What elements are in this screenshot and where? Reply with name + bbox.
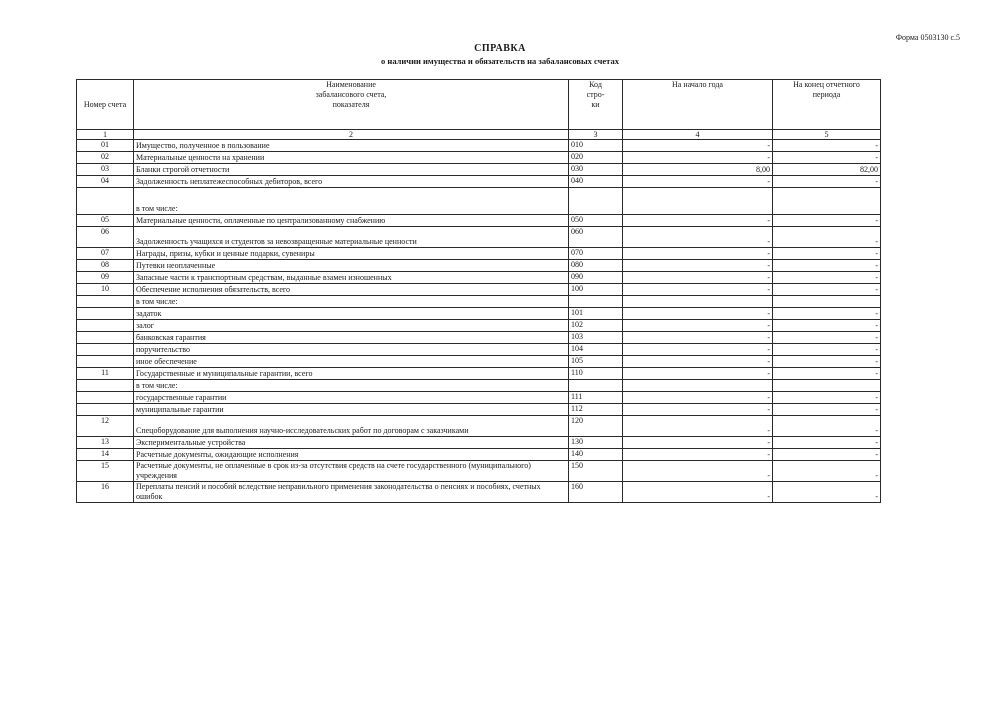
table-row <box>77 461 881 482</box>
row-end-value: - <box>773 416 881 437</box>
row-start-value: - <box>623 392 773 404</box>
row-line-code <box>569 296 623 308</box>
table-row <box>77 344 881 356</box>
row-line-code: 140 <box>569 449 623 461</box>
header-account-name: Наименование забалансового счета, показателя <box>134 80 569 130</box>
row-account-name: Государственные и муниципальные гарантии, всего <box>134 368 569 380</box>
table-row <box>77 215 881 227</box>
row-start-value: - <box>623 404 773 416</box>
table-row <box>77 296 881 308</box>
row-account-name: Задолженность учащихся и студентов за невозвращенные материальные ценности <box>134 227 569 248</box>
row-start-value: - <box>623 461 773 482</box>
row-end-value: - <box>773 320 881 332</box>
row-line-code: 080 <box>569 260 623 272</box>
table-row <box>77 332 881 344</box>
row-line-code <box>569 188 623 215</box>
row-line-code: 102 <box>569 320 623 332</box>
row-start-value: - <box>623 482 773 503</box>
row-start-value: - <box>623 437 773 449</box>
row-account-name: Бланки строгой отчетности <box>134 164 569 176</box>
row-end-value: - <box>773 332 881 344</box>
row-account-number: 14 <box>77 449 134 461</box>
row-start-value: - <box>623 215 773 227</box>
table-row <box>77 380 881 392</box>
row-start-value: - <box>623 284 773 296</box>
row-end-value: - <box>773 272 881 284</box>
row-account-number <box>77 308 134 320</box>
row-end-value: - <box>773 248 881 260</box>
column-number: 5 <box>773 130 881 140</box>
row-end-value: - <box>773 260 881 272</box>
row-line-code: 110 <box>569 368 623 380</box>
row-line-code <box>569 380 623 392</box>
table-row <box>77 248 881 260</box>
row-end-value <box>773 296 881 308</box>
row-account-number: 11 <box>77 368 134 380</box>
row-account-number: 02 <box>77 152 134 164</box>
row-end-value: - <box>773 449 881 461</box>
row-account-name: Обеспечение исполнения обязательств, всего <box>134 284 569 296</box>
row-account-name: Запасные части к транспортным средствам, выданные взамен изношенных <box>134 272 569 284</box>
table-row <box>77 188 881 215</box>
row-line-code: 100 <box>569 284 623 296</box>
row-account-name: в том числе: <box>134 188 569 215</box>
table-row <box>77 164 881 176</box>
row-end-value: - <box>773 482 881 503</box>
table-row <box>77 152 881 164</box>
column-number: 2 <box>134 130 569 140</box>
row-account-number: 12 <box>77 416 134 437</box>
row-account-name: Расчетные документы, не оплаченные в срок из-за отсутствия средств на счете государственного (муниципального) учреждения <box>134 461 569 482</box>
row-line-code: 060 <box>569 227 623 248</box>
table-row <box>77 320 881 332</box>
row-end-value: - <box>773 284 881 296</box>
row-start-value: - <box>623 416 773 437</box>
row-start-value: - <box>623 272 773 284</box>
column-number: 4 <box>623 130 773 140</box>
row-start-value <box>623 380 773 392</box>
table-row <box>77 356 881 368</box>
row-line-code: 010 <box>569 140 623 152</box>
row-start-value: - <box>623 356 773 368</box>
row-account-name: Экспериментальные устройства <box>134 437 569 449</box>
row-line-code: 130 <box>569 437 623 449</box>
row-line-code: 104 <box>569 344 623 356</box>
row-start-value: - <box>623 308 773 320</box>
row-end-value: - <box>773 140 881 152</box>
header-start-of-year: На начало года <box>623 80 773 130</box>
row-end-value: - <box>773 356 881 368</box>
table-row <box>77 140 881 152</box>
row-end-value <box>773 380 881 392</box>
table-row <box>77 482 881 503</box>
row-account-number: 13 <box>77 437 134 449</box>
row-account-name: залог <box>134 320 569 332</box>
row-account-name: Награды, призы, кубки и ценные подарки, сувениры <box>134 248 569 260</box>
row-start-value: - <box>623 227 773 248</box>
row-line-code: 160 <box>569 482 623 503</box>
row-account-number: 16 <box>77 482 134 503</box>
row-line-code: 101 <box>569 308 623 320</box>
row-account-name: Путевки неоплаченные <box>134 260 569 272</box>
row-account-number <box>77 404 134 416</box>
form-code: Форма 0503130 с.5 <box>895 33 960 42</box>
row-account-name: в том числе: <box>134 380 569 392</box>
row-end-value: - <box>773 215 881 227</box>
row-account-name: Материальные ценности, оплаченные по централизованному снабжению <box>134 215 569 227</box>
row-account-name: поручительство <box>134 344 569 356</box>
row-end-value: - <box>773 392 881 404</box>
header-account-number: Номер счета <box>77 80 134 130</box>
row-end-value: 82,00 <box>773 164 881 176</box>
row-end-value: - <box>773 461 881 482</box>
row-line-code: 150 <box>569 461 623 482</box>
row-account-name: Расчетные документы, ожидающие исполнения <box>134 449 569 461</box>
header-line-code: Код стро- ки <box>569 80 623 130</box>
row-account-number <box>77 380 134 392</box>
row-line-code: 112 <box>569 404 623 416</box>
row-account-name: Имущество, полученное в пользование <box>134 140 569 152</box>
table-row <box>77 227 881 248</box>
row-start-value: - <box>623 320 773 332</box>
row-end-value: - <box>773 437 881 449</box>
off-balance-table <box>76 79 881 503</box>
row-account-number <box>77 356 134 368</box>
table-row <box>77 416 881 437</box>
table-row <box>77 392 881 404</box>
table-row <box>77 284 881 296</box>
header-end-of-period: На конец отчетного периода <box>773 80 881 130</box>
row-account-number <box>77 296 134 308</box>
row-start-value: - <box>623 152 773 164</box>
row-account-number <box>77 392 134 404</box>
document-subtitle: о наличии имущества и обязательств на забалансовых счетах <box>381 56 619 66</box>
row-end-value: - <box>773 368 881 380</box>
row-line-code: 090 <box>569 272 623 284</box>
row-account-number <box>77 188 134 215</box>
row-account-name: банковская гарантия <box>134 332 569 344</box>
row-start-value: - <box>623 176 773 188</box>
column-number: 1 <box>77 130 134 140</box>
row-account-number: 09 <box>77 272 134 284</box>
row-line-code: 040 <box>569 176 623 188</box>
row-line-code: 020 <box>569 152 623 164</box>
row-line-code: 105 <box>569 356 623 368</box>
row-start-value: 8,00 <box>623 164 773 176</box>
row-start-value: - <box>623 368 773 380</box>
row-account-number: 04 <box>77 176 134 188</box>
table-row <box>77 260 881 272</box>
row-account-name: иное обеспечение <box>134 356 569 368</box>
row-account-name: в том числе: <box>134 296 569 308</box>
row-account-number: 15 <box>77 461 134 482</box>
row-end-value: - <box>773 176 881 188</box>
row-line-code: 103 <box>569 332 623 344</box>
row-account-name: Переплаты пенсий и пособий вследствие неправильного применения законодательства о пенсиях и пособиях, счетных ошибок <box>134 482 569 503</box>
row-end-value: - <box>773 404 881 416</box>
row-account-number: 10 <box>77 284 134 296</box>
row-end-value: - <box>773 344 881 356</box>
row-end-value: - <box>773 308 881 320</box>
row-start-value: - <box>623 140 773 152</box>
row-account-number <box>77 320 134 332</box>
document-title: СПРАВКА <box>474 43 526 54</box>
row-account-number: 03 <box>77 164 134 176</box>
row-line-code: 030 <box>569 164 623 176</box>
row-account-name: Спецоборудование для выполнения научно-исследовательских работ по договорам с заказчиками <box>134 416 569 437</box>
column-number-row <box>77 130 881 140</box>
row-account-number <box>77 332 134 344</box>
row-account-name: государственные гарантии <box>134 392 569 404</box>
row-account-number: 01 <box>77 140 134 152</box>
row-account-number <box>77 344 134 356</box>
row-end-value <box>773 188 881 215</box>
row-account-number: 06 <box>77 227 134 248</box>
row-start-value: - <box>623 332 773 344</box>
row-start-value: - <box>623 260 773 272</box>
table-row <box>77 176 881 188</box>
row-start-value: - <box>623 248 773 260</box>
row-start-value: - <box>623 449 773 461</box>
row-end-value: - <box>773 152 881 164</box>
row-account-number: 05 <box>77 215 134 227</box>
table-row <box>77 449 881 461</box>
row-line-code: 070 <box>569 248 623 260</box>
row-start-value <box>623 188 773 215</box>
column-number: 3 <box>569 130 623 140</box>
row-account-name: муниципальные гарантии <box>134 404 569 416</box>
row-account-name: Материальные ценности на хранении <box>134 152 569 164</box>
row-start-value: - <box>623 344 773 356</box>
row-account-number: 07 <box>77 248 134 260</box>
table-row <box>77 404 881 416</box>
table-row <box>77 437 881 449</box>
row-line-code: 050 <box>569 215 623 227</box>
row-start-value <box>623 296 773 308</box>
table-row <box>77 368 881 380</box>
table-row <box>77 308 881 320</box>
row-line-code: 120 <box>569 416 623 437</box>
row-account-name: Задолженность неплатежеспособных дебиторов, всего <box>134 176 569 188</box>
table-row <box>77 272 881 284</box>
row-line-code: 111 <box>569 392 623 404</box>
row-account-number: 08 <box>77 260 134 272</box>
row-end-value: - <box>773 227 881 248</box>
row-account-name: задаток <box>134 308 569 320</box>
